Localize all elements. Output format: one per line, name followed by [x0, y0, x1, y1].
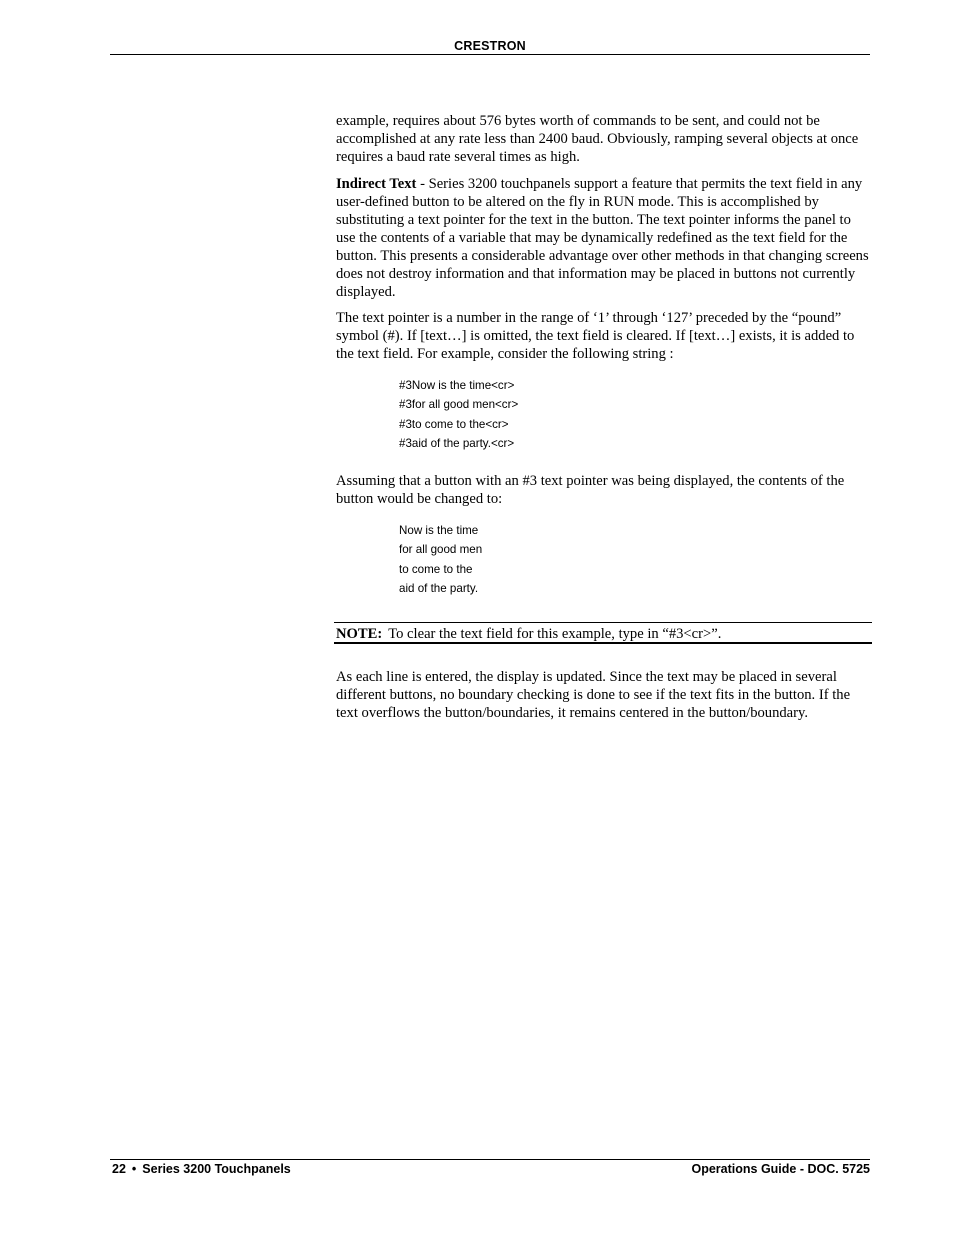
note-box: [334, 622, 872, 644]
code-line: aid of the party.: [399, 581, 479, 595]
footer-left: [112, 1162, 291, 1176]
paragraph-assuming: [336, 472, 872, 508]
code-line: to come to the: [399, 562, 473, 576]
paragraph-text: [336, 175, 872, 301]
note-label: NOTE:: [336, 626, 383, 642]
header-rule: [110, 54, 870, 55]
paragraph-baud-rate: [336, 112, 872, 166]
page-number: 22: [112, 1162, 126, 1176]
paragraph-indirect-text: [336, 175, 872, 301]
code-line: #3aid of the party.<cr>: [399, 436, 515, 450]
note-text: To clear the text field for this example, type in “#3<cr>”.: [388, 626, 722, 642]
paragraph-display-update: [336, 668, 872, 722]
paragraph-text: As each line is entered, the display is updated. Since the text may be placed in several different buttons, no boundary checking is done to see if the text fits in the button. If the text overflows the button/boundaries, it remains centered in the button/boundary.: [336, 669, 851, 721]
code-line: #3to come to the<cr>: [399, 417, 509, 431]
term-indirect-text: Indirect Text: [336, 176, 417, 192]
code-line: #3Now is the time<cr>: [399, 379, 515, 392]
indirect-text-body: - Series 3200 touchpanels support a feature that permits the text field in any user-defined button to be altered on the fly in RUN mode. This is accomplished by substituting a text pointer for the text in the button. The text pointer informs the panel to use the contents of a variable that may be dynamically redefined as the text field for the button. This presents a considerable advantage over other methods in that changing screens does not destroy information and that information may be placed in buttons not currently displayed.: [336, 176, 869, 300]
footer-right-title: Operations Guide - DOC. 5725: [691, 1162, 870, 1176]
paragraph-text: Assuming that a button with an #3 text pointer was being displayed, the contents of the button would be changed to:: [336, 473, 845, 507]
header-brand: CRESTRON: [454, 39, 526, 53]
paragraph-text: example, requires about 576 bytes worth of commands to be sent, and could not be accomplished at any rate less than 2400 baud. Obviously, ramping several objects at once requires a baud rate several times as high.: [336, 113, 859, 165]
code-line: #3for all good men<cr>: [399, 398, 519, 412]
footer-left-title: Series 3200 Touchpanels: [142, 1162, 291, 1176]
code-input-block: [399, 376, 518, 453]
paragraph-text: The text pointer is a number in the range of ‘1’ through ‘127’ preceded by the “pound” symbol (#). If [text…] is omitted, the text field is cleared. If [text…] exists, it is added to the text field. For example, consider the following string :: [336, 310, 855, 362]
code-line: Now is the time: [399, 524, 479, 537]
footer-rule: [110, 1159, 870, 1160]
bullet-separator: •: [131, 1162, 137, 1176]
code-line: for all good men: [399, 543, 483, 557]
paragraph-text-pointer: [336, 309, 872, 363]
code-output-block: [399, 521, 482, 598]
